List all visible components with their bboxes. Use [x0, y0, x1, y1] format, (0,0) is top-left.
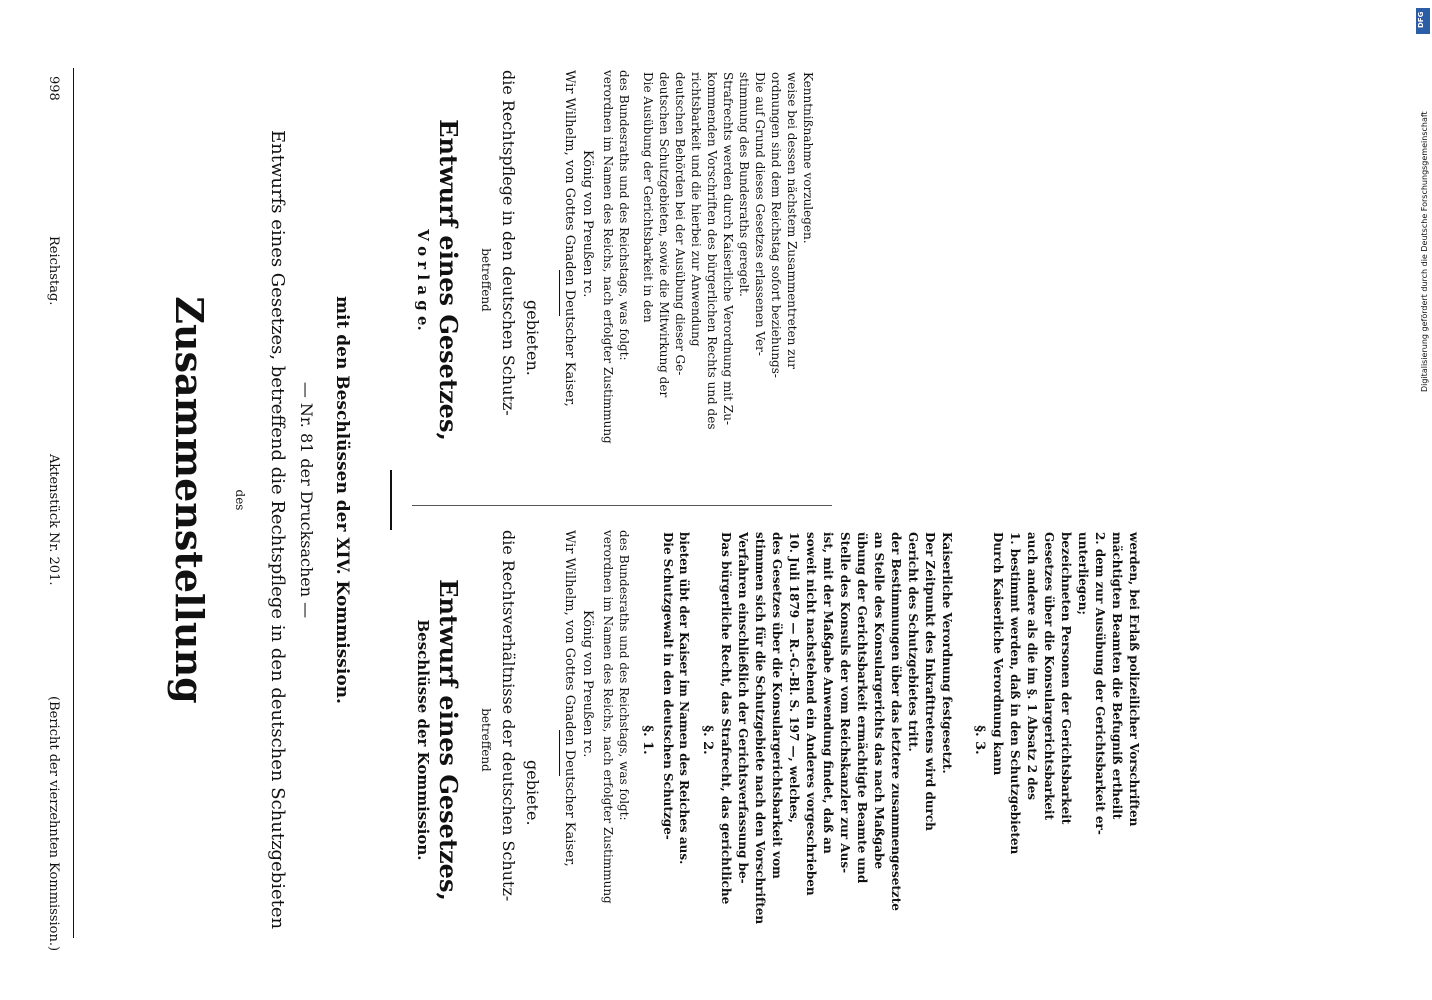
- header-center: Aktenstück Nr. 201.: [46, 454, 61, 586]
- section-3-line: bezeichneten Personen der Gerichtsbarkeit: [1059, 532, 1073, 825]
- header-left: Reichstag.: [46, 236, 61, 306]
- left-subject-1: die Rechtspflege in den deutschen Schutz-: [499, 70, 518, 416]
- column-divider: [412, 505, 832, 506]
- section-2-line: Gericht des Schutzgebietes tritt.: [906, 532, 920, 752]
- left-body-line: deutschen Schutzgebieten, sowie die Mitwirkung der: [657, 72, 671, 398]
- left-column-label: V o r l a g e.: [414, 229, 432, 331]
- left-body-line: Kenntnißnahme vorzulegen.: [801, 72, 815, 244]
- subtitle-line-1: Entwurfs eines Gesetzes, betreffend die Rechtspflege in den deutschen Schutzgebieten: [267, 130, 288, 930]
- subtitle-line-3: mit den Beschlüssen der XIV. Kommission.: [332, 296, 352, 704]
- right-column-heading: Entwurf eines Gesetzes,: [434, 579, 463, 901]
- section-2-line: des Gesetzes über die Konsulargerichtsbarkeit vom: [770, 532, 784, 879]
- left-rule: [559, 270, 560, 316]
- section-2-line: Kaiserliche Verordnung festgesetzt.: [940, 532, 954, 774]
- section-3-line: Gesetzes über die Konsulargerichtsbarkeit: [1042, 532, 1056, 821]
- section-1-line: Die Schutzgewalt in den deutschen Schutzge-: [661, 532, 675, 840]
- left-decree-2: des Bundesraths und des Reichstags, was folgt:: [617, 70, 631, 361]
- title-rule: [390, 470, 392, 530]
- left-body-line: deutschen Behörden bei der Ausübung dieser Ge-: [673, 72, 687, 376]
- left-body-line: Die auf Grund dieses Gesetzes erlassenen Ver-: [753, 72, 767, 356]
- right-decree-1: verordnen im Namen des Reichs, nach erfolgter Zustimmung: [601, 530, 615, 904]
- left-body-line: richtsbarkeit und die hierbei zur Anwendung: [689, 72, 703, 347]
- left-body-line: ordnungen sind dem Reichstag sofort beziehungs-: [769, 72, 783, 378]
- left-column-heading: Entwurf eines Gesetzes,: [434, 119, 463, 441]
- section-3-line: 1. bestimmt werden, daß in den Schutzgebieten: [1008, 532, 1022, 855]
- left-body-line: weise bei dessen nächstem Zusammentreten zur: [785, 72, 799, 369]
- left-body-line: stimmung des Bundesraths geregelt.: [737, 72, 751, 297]
- section-1-line: bieten übt der Kaiser im Namen des Reiches aus.: [677, 532, 691, 865]
- section-2-line: Verfahren einschließlich der Gerichtsverfassung be-: [736, 532, 750, 884]
- section-3-line: unterliegen;: [1076, 532, 1090, 615]
- page-number: 998: [46, 76, 61, 101]
- right-intro-1: Wir Wilhelm, von Gottes Gnaden Deutscher Kaiser,: [562, 530, 577, 867]
- page-title: Zusammenstellung: [167, 296, 212, 704]
- right-decree-2: des Bundesraths und des Reichstags, was folgt:: [617, 530, 631, 821]
- right-column-label: Beschlüsse der Kommission.: [414, 619, 432, 861]
- section-3-line: mächtigten Beamten die Befugniß ertheilt: [1110, 532, 1124, 820]
- header-rule: [73, 68, 74, 938]
- section-2-line: ist, mit der Maßgabe Anwendung findet, daß an: [821, 532, 835, 854]
- right-intro-2: König von Preußen rc.: [580, 610, 595, 758]
- left-body-line: Die Ausübung der Gerichtsbarkeit in den: [641, 72, 655, 323]
- section-2-line: der Bestimmungen über das letztere zusammengesetzte: [889, 532, 903, 911]
- right-rule: [559, 730, 560, 776]
- left-column-betreffend: betreffend: [479, 248, 493, 312]
- left-subject-2: gebieten.: [523, 300, 542, 376]
- left-decree-1: verordnen im Namen des Reichs, nach erfolgter Zustimmung: [601, 70, 615, 444]
- section-2-line: Der Zeitpunkt des Inkrafttretens wird durch: [923, 532, 937, 831]
- left-body-line: kommenden Vorschriften des bürgerlichen Rechts und des: [705, 72, 719, 430]
- section-2-heading: §. 2.: [700, 725, 715, 755]
- title-des: des: [233, 489, 247, 511]
- left-intro-1: Wir Wilhelm, von Gottes Gnaden Deutscher Kaiser,: [562, 70, 577, 407]
- section-1-heading: §. 1.: [640, 725, 655, 755]
- section-2-line: Das bürgerliche Recht, das Strafrecht, das gerichtliche: [719, 532, 733, 905]
- section-3-line: auch andere als die im §. 1 Absatz 2 des: [1025, 532, 1039, 801]
- section-2-line: übung der Gerichtsbarkeit ermächtigte Beamte und: [855, 532, 869, 884]
- section-3-line: 2. dem zur Ausübung der Gerichtsbarkeit er-: [1093, 532, 1107, 835]
- dfg-notice: Digitalisierung gefördert durch die Deutsche Forschungsgemeinschaft: [1420, 111, 1429, 392]
- header-right: (Bericht der vierzehnten Kommission.): [46, 696, 61, 952]
- right-subject-2: gebiete.: [523, 760, 542, 826]
- section-3-heading: §. 3.: [972, 725, 987, 755]
- section-2-line: soweit nicht nachstehend ein Anderes vorgeschrieben: [804, 532, 818, 896]
- section-2-line: stimmen sich für die Schutzgebiete nach den Vorschriften: [753, 532, 767, 925]
- section-3-line: werden, bei Erlaß polizeilicher Vorschriften: [1127, 532, 1141, 827]
- section-3-line: Durch Kaiserliche Verordnung kann: [991, 532, 1005, 776]
- section-2-line: Stelle des Konsuls der vom Reichskanzler zur Aus-: [838, 532, 852, 874]
- left-body-line: Strafrechts werden durch Kaiserliche Verordnung mit Zu-: [721, 72, 735, 425]
- dfg-logo: [1416, 8, 1430, 34]
- dfg-logo-text: DFG: [1417, 11, 1425, 28]
- section-2-line: an Stelle des Konsulargerichts das nach Maßgabe: [872, 532, 886, 870]
- left-intro-2: König von Preußen rc.: [580, 150, 595, 298]
- right-column-betreffend: betreffend: [479, 708, 493, 772]
- section-2-line: 10. Juli 1879 — R.-G.-Bl. S. 197 —, welches,: [787, 532, 801, 823]
- subtitle-line-2: — Nr. 81 der Drucksachen —: [297, 381, 316, 619]
- right-subject-1: die Rechtsverhältnisse der deutschen Schutz-: [499, 530, 518, 902]
